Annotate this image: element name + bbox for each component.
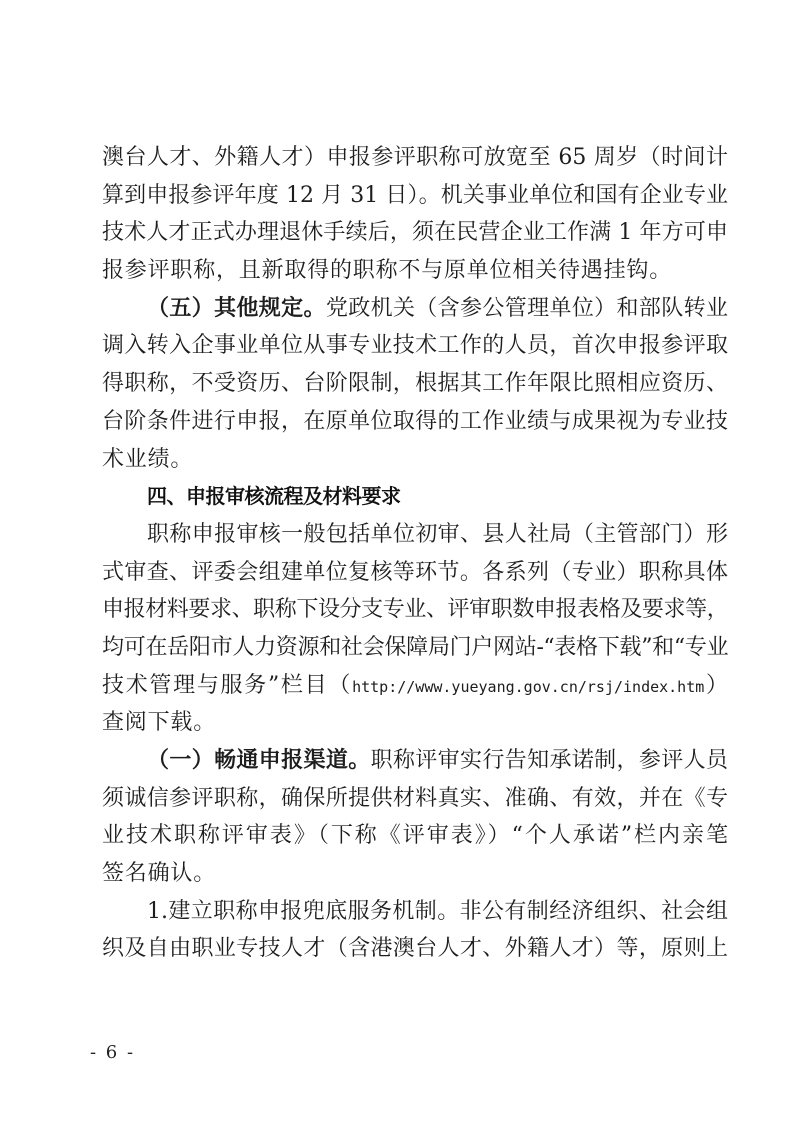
text-line: 织及自由职业专技人才（含港澳台人才、外籍人才）等，原则上: [102, 936, 728, 962]
text-line: 均可在岳阳市人力资源和社会保障局门户网站-“表格下载”和“专业: [102, 634, 728, 660]
text-line: 技术人才正式办理退休手续后，须在民营企业工作满 1 年方可申: [102, 220, 728, 246]
text-line: 调入转入企事业单位从事专业技术工作的人员，首次申报参评取: [102, 333, 728, 359]
text-line: 查阅下载。: [102, 710, 217, 736]
paragraph: [102, 742, 728, 893]
text-line: 业技术职称评审表》（下称《评审表》）“个人承诺”栏内亲笔: [102, 823, 728, 849]
text-line: 1.建立职称申报兜底服务机制。非公有制经济组织、社会组: [147, 898, 728, 924]
url-text: http://www.yueyang.gov.cn/rsj/index.htm: [352, 677, 705, 696]
paragraph: [102, 290, 728, 478]
text-line: （一）畅通申报渠道。职称评审实行告知承诺制，参评人员: [147, 747, 728, 773]
text-line: 术业绩。: [102, 446, 194, 472]
text-line: 算到申报参评年度 12 月 31 日）。机关事业单位和国有企业专业: [102, 182, 728, 208]
text-line: 台阶条件进行申报，在原单位取得的工作业绩与成果视为专业技: [102, 408, 728, 434]
text-line: （五）其他规定。党政机关（含参公管理单位）和部队转业: [147, 294, 728, 321]
text-line: 技术管理与服务”栏目（http://www.yueyang.gov.cn/rsj/index.htm）: [102, 672, 728, 698]
bold-lead-in: （五）其他规定。: [147, 294, 326, 321]
text-line: 须诚信参评职称，确保所提供材料真实、准确、有效，并在《专: [102, 785, 728, 811]
bold-lead-in: （一）畅通申报渠道。: [147, 747, 371, 773]
text-line: 得职称，不受资历、台阶限制，根据其工作年限比照相应资历、: [102, 371, 728, 397]
document-body: [102, 139, 728, 968]
text-line: 澳台人才、外籍人才）申报参评职称可放宽至 65 周岁（时间计: [102, 145, 728, 170]
paragraph: [102, 893, 728, 968]
text-line: 申报材料要求、职称下设分支专业、评审职数申报表格及要求等，: [102, 597, 728, 623]
text-line: 式审查、评委会组建单位复核等环节。各系列（专业）职称具体: [102, 559, 728, 585]
text-line: 签名确认。: [102, 861, 217, 887]
text-line: 职称申报审核一般包括单位初审、县人社局（主管部门）形: [147, 521, 728, 547]
paragraph: [102, 139, 728, 290]
section-heading: [102, 478, 728, 516]
page-number: - 6 -: [90, 1042, 136, 1063]
heading-text: 四、申报审核流程及材料要求: [147, 484, 401, 509]
text-line: 报参评职称，且新取得的职称不与原单位相关待遇挂钩。: [102, 258, 673, 284]
paragraph: [102, 516, 728, 742]
